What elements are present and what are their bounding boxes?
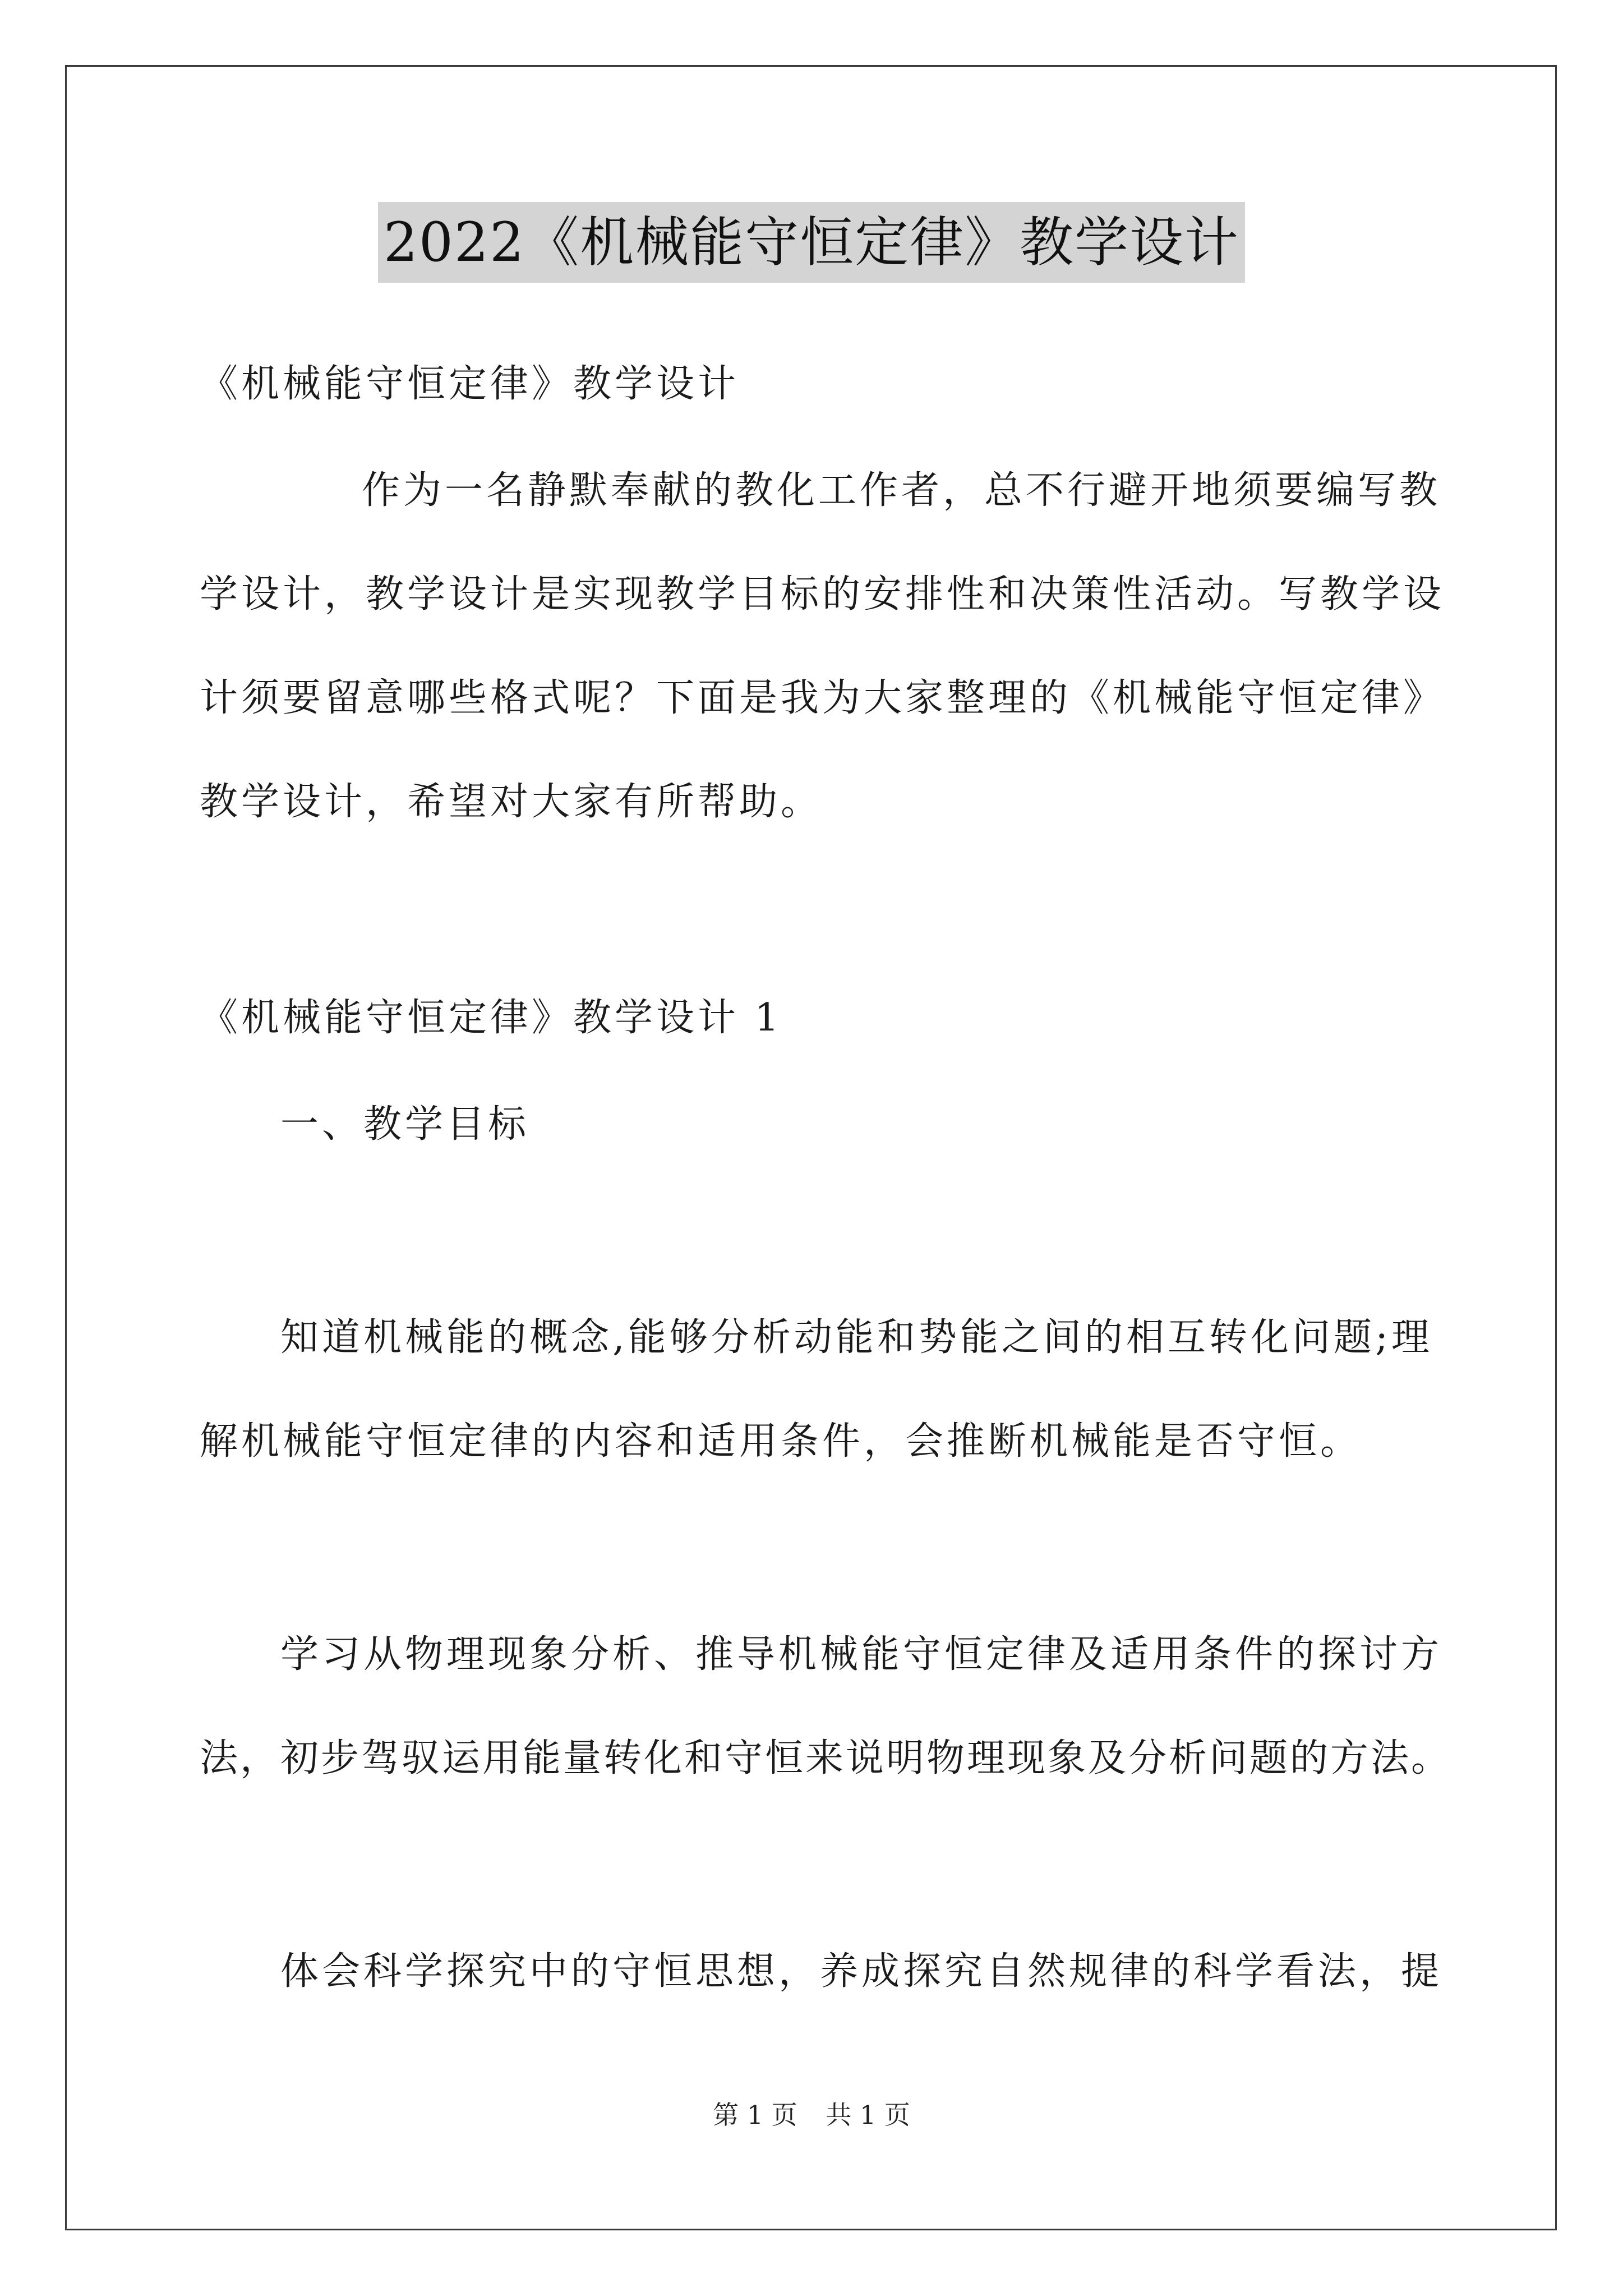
goal2-line-1: 学习从物理现象分析、推导机械能守恒定律及适用条件的探讨方 xyxy=(280,1632,1443,1677)
section-title: 《机械能守恒定律》教学设计 1 xyxy=(200,996,782,1040)
goal1-line-2: 解机械能守恒定律的内容和适用条件，会推断机械能是否守恒。 xyxy=(200,1419,1362,1464)
intro-line-4: 教学设计，希望对大家有所帮助。 xyxy=(200,780,823,824)
intro-line-2: 学设计，教学设计是实现教学目标的安排性和决策性活动。写教学设 xyxy=(200,572,1445,616)
subtitle: 《机械能守恒定律》教学设计 xyxy=(200,362,740,406)
intro-line-3: 计须要留意哪些格式呢？下面是我为大家整理的《机械能守恒定律》 xyxy=(200,676,1445,720)
heading-goals: 一、教学目标 xyxy=(280,1102,530,1147)
goal1-line-1: 知道机械能的概念,能够分析动能和势能之间的相互转化问题;理 xyxy=(280,1315,1433,1360)
intro-line-1: 作为一名静默奉献的教化工作者，总不行避开地须要编写教 xyxy=(362,468,1441,513)
page-footer xyxy=(0,2098,1623,2132)
document-title: 2022《机械能守恒定律》教学设计 xyxy=(378,202,1245,283)
goal2-line-2: 法，初步驾驭运用能量转化和守恒来说明物理现象及分析问题的方法。 xyxy=(200,1736,1452,1780)
title-block xyxy=(0,202,1623,283)
page-number: 第 1 页 xyxy=(713,2100,797,2130)
goal3-line-1: 体会科学探究中的守恒思想，养成探究自然规律的科学看法，提 xyxy=(280,1949,1443,1994)
page-total: 共 1 页 xyxy=(826,2100,910,2130)
